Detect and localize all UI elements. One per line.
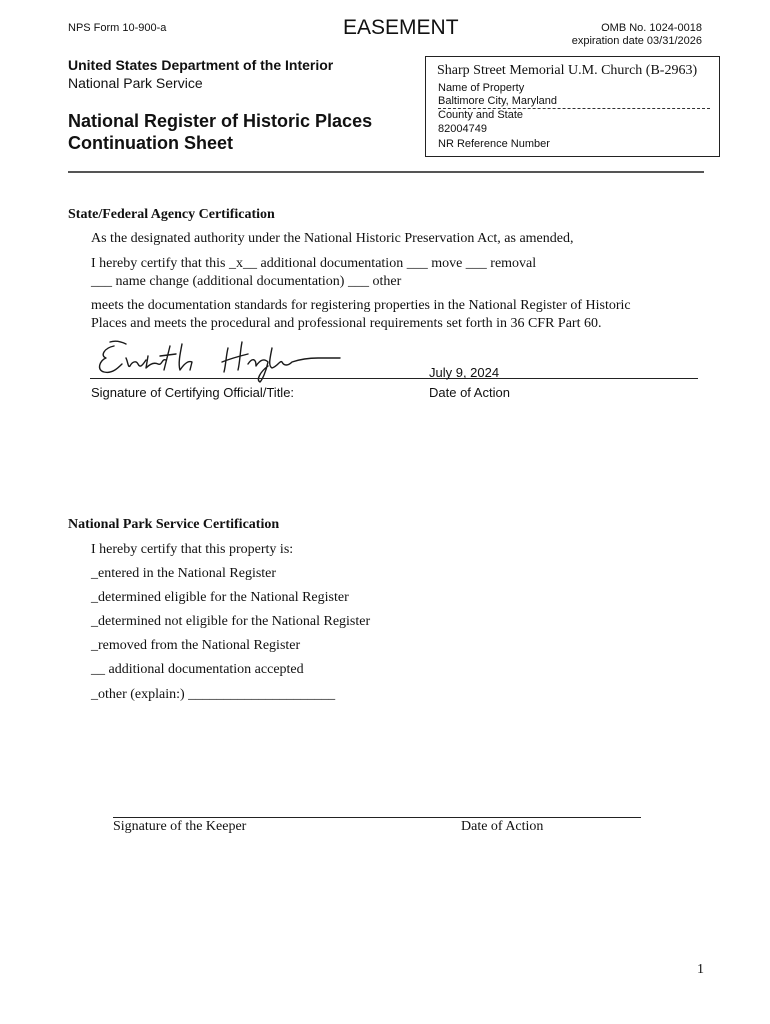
signature-label: Signature of Certifying Official/Title:: [91, 385, 295, 400]
expiration-date: expiration date 03/31/2026: [571, 35, 702, 47]
option-removed: _removed from the National Register: [91, 638, 301, 653]
state-cert-line3: ___ name change (additional documentation) ___ other: [91, 274, 402, 289]
state-cert-line5: Places and meets the procedural and professional requirements set forth in 36 CFR Part 60.: [91, 316, 602, 331]
option-entered: _entered in the National Register: [91, 566, 277, 581]
option-determined-eligible: _determined eligible for the National Register: [91, 590, 349, 605]
reference-number: 82004749: [438, 123, 487, 135]
sheet-title-line2: Continuation Sheet: [68, 133, 233, 153]
service-name: National Park Service: [68, 75, 203, 91]
property-name: Sharp Street Memorial U.M. Church (B-2963): [437, 63, 698, 78]
department-name: United States Department of the Interior: [68, 57, 334, 73]
keeper-signature-label: Signature of the Keeper: [113, 819, 247, 834]
form-number: NPS Form 10-900-a: [68, 22, 167, 34]
state-cert-line1: As the designated authority under the National Historic Preservation Act, as amended,: [91, 231, 574, 246]
nps-cert-heading: National Park Service Certification: [68, 517, 280, 532]
page-number: 1: [697, 962, 704, 977]
county-state-label: County and State: [438, 109, 524, 121]
keeper-date-label: Date of Action: [461, 819, 544, 834]
option-determined-not-eligible: _determined not eligible for the National Register: [91, 614, 371, 629]
property-name-label: Name of Property: [438, 82, 525, 94]
county-state-value: Baltimore City, Maryland: [438, 95, 557, 107]
reference-number-label: NR Reference Number: [438, 138, 550, 150]
header-divider: [68, 171, 704, 173]
option-additional-documentation: __ additional documentation accepted: [91, 662, 304, 677]
date-of-action-label: Date of Action: [429, 385, 510, 400]
state-cert-line2: I hereby certify that this _x__ additional documentation ___ move ___ removal: [91, 256, 537, 271]
form-title: EASEMENT: [343, 16, 459, 39]
property-info-box: [425, 56, 720, 157]
sheet-title-line1: National Register of Historic Places: [68, 111, 373, 131]
option-other: _other (explain:) _____________________: [91, 687, 336, 702]
nps-cert-intro: I hereby certify that this property is:: [91, 542, 294, 557]
certification-date: July 9, 2024: [429, 365, 500, 380]
state-cert-heading: State/Federal Agency Certification: [68, 207, 275, 222]
keeper-signature-line: [113, 817, 641, 818]
omb-number: OMB No. 1024-0018: [601, 22, 702, 34]
state-cert-line4: meets the documentation standards for registering properties in the National Register of Historic: [91, 298, 631, 313]
signature-line: [90, 378, 698, 379]
